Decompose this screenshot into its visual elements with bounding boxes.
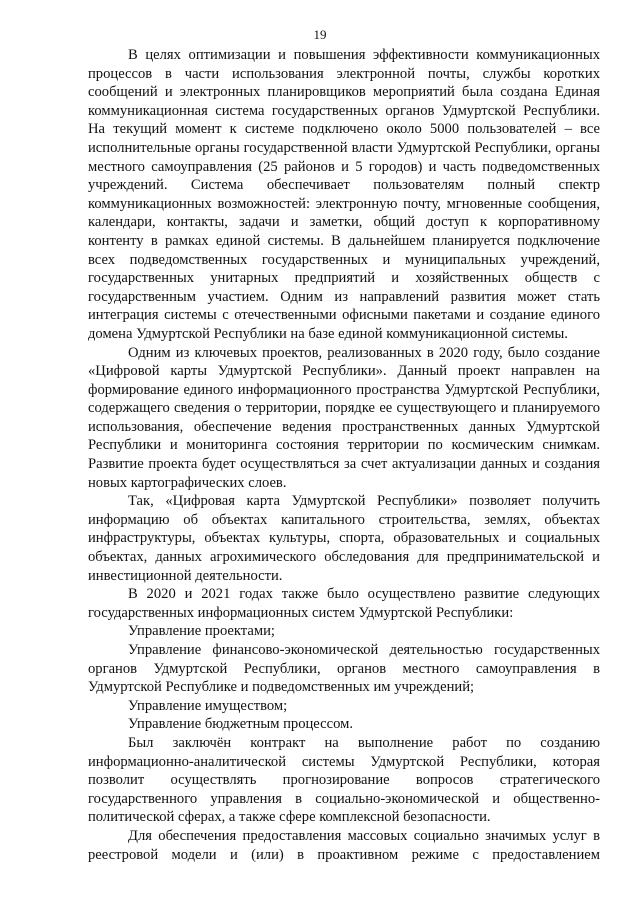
paragraph-digital-map-info: Так, «Цифровая карта Удмуртской Республики» позволяет получить информацию об объектах капитального строительства, землях, объектах инфраструктуры, объектах культуры, спорта, образовательных и социальных объектах, данных агрохимического обследования для предпринимательской и инвестиционной деятельности.: [88, 493, 600, 584]
paragraph-digital-map: Одним из ключевых проектов, реализованных в 2020 году, было создание «Цифровой карты Удмуртской Республики». Данный проект направлен на формирование единого информационного пространства Удмуртской Республики, содержащего сведения о территории, порядке ее существующего и планируемого использования, обеспечение ведения пространственных данных Удмуртской Республики и мониторинга состояния территории по космическим снимкам. Развитие проекта будет осуществляться за счет актуализации данных и создания новых картографических слоев.: [88, 344, 600, 491]
list-item-projects: Управление проектами;: [128, 623, 275, 640]
list-item-finance: Управление финансово-экономической деятельностью государственных органов Удмуртской Республики, органов местного самоуправления в Удмуртской Республике и подведомственных им учреждений;: [88, 642, 600, 696]
list-item-budget: Управление бюджетным процессом.: [128, 716, 354, 733]
document-body: [88, 46, 600, 864]
paragraph-analytics-contract: Был заключён контракт на выполнение работ по созданию информационно-аналитической системы Удмуртской Республики, которая позволит осуществлять прогнозирование вопросов стратегического государственного управления в социально-экономической и общественно-политической сферах, а также сфере комплексной безопасности.: [88, 734, 600, 826]
paragraph-mass-services: Для обеспечения предоставления массовых социально значимых услуг в реестровой модели и (или) в проактивном режиме с предоставлением: [88, 827, 600, 863]
paragraph-systems-intro: В 2020 и 2021 годах также было осуществлено развитие следующих государственных информационных систем Удмуртской Республики:: [88, 586, 600, 621]
paragraph-communication-system: В целях оптимизации и повышения эффективности коммуникационных процессов в части использования электронной почты, службы коротких сообщений и электронных планировщиков мероприятий была создана Единая коммуникационная система государственных органов Удмуртской Республики. На текущий момент к системе подключено около 5000 пользователей – все исполнительные органы государственной власти Удмуртской Республики, органы местного самоуправления (25 районов и 5 городов) и часть подведомственных учреждений. Система обеспечивает пользователям полный спектр коммуникационных возможностей: электронную почту, мгновенные сообщения, календари, контакты, задачи и заметки, общий доступ к корпоративному контенту в рамках единой системы. В дальнейшем планируется подключение всех подведомственных государственных и муниципальных учреждений, государственных унитарных предприятий и хозяйственных обществ с государственным участием. Одним из направлений развития может стать интеграция системы с отечественными офисными пакетами и создание единого домена Удмуртской Республики на базе единой коммуникационной системы.: [88, 47, 600, 342]
page-number: 19: [313, 27, 327, 42]
list-item-property: Управление имуществом;: [128, 697, 288, 714]
